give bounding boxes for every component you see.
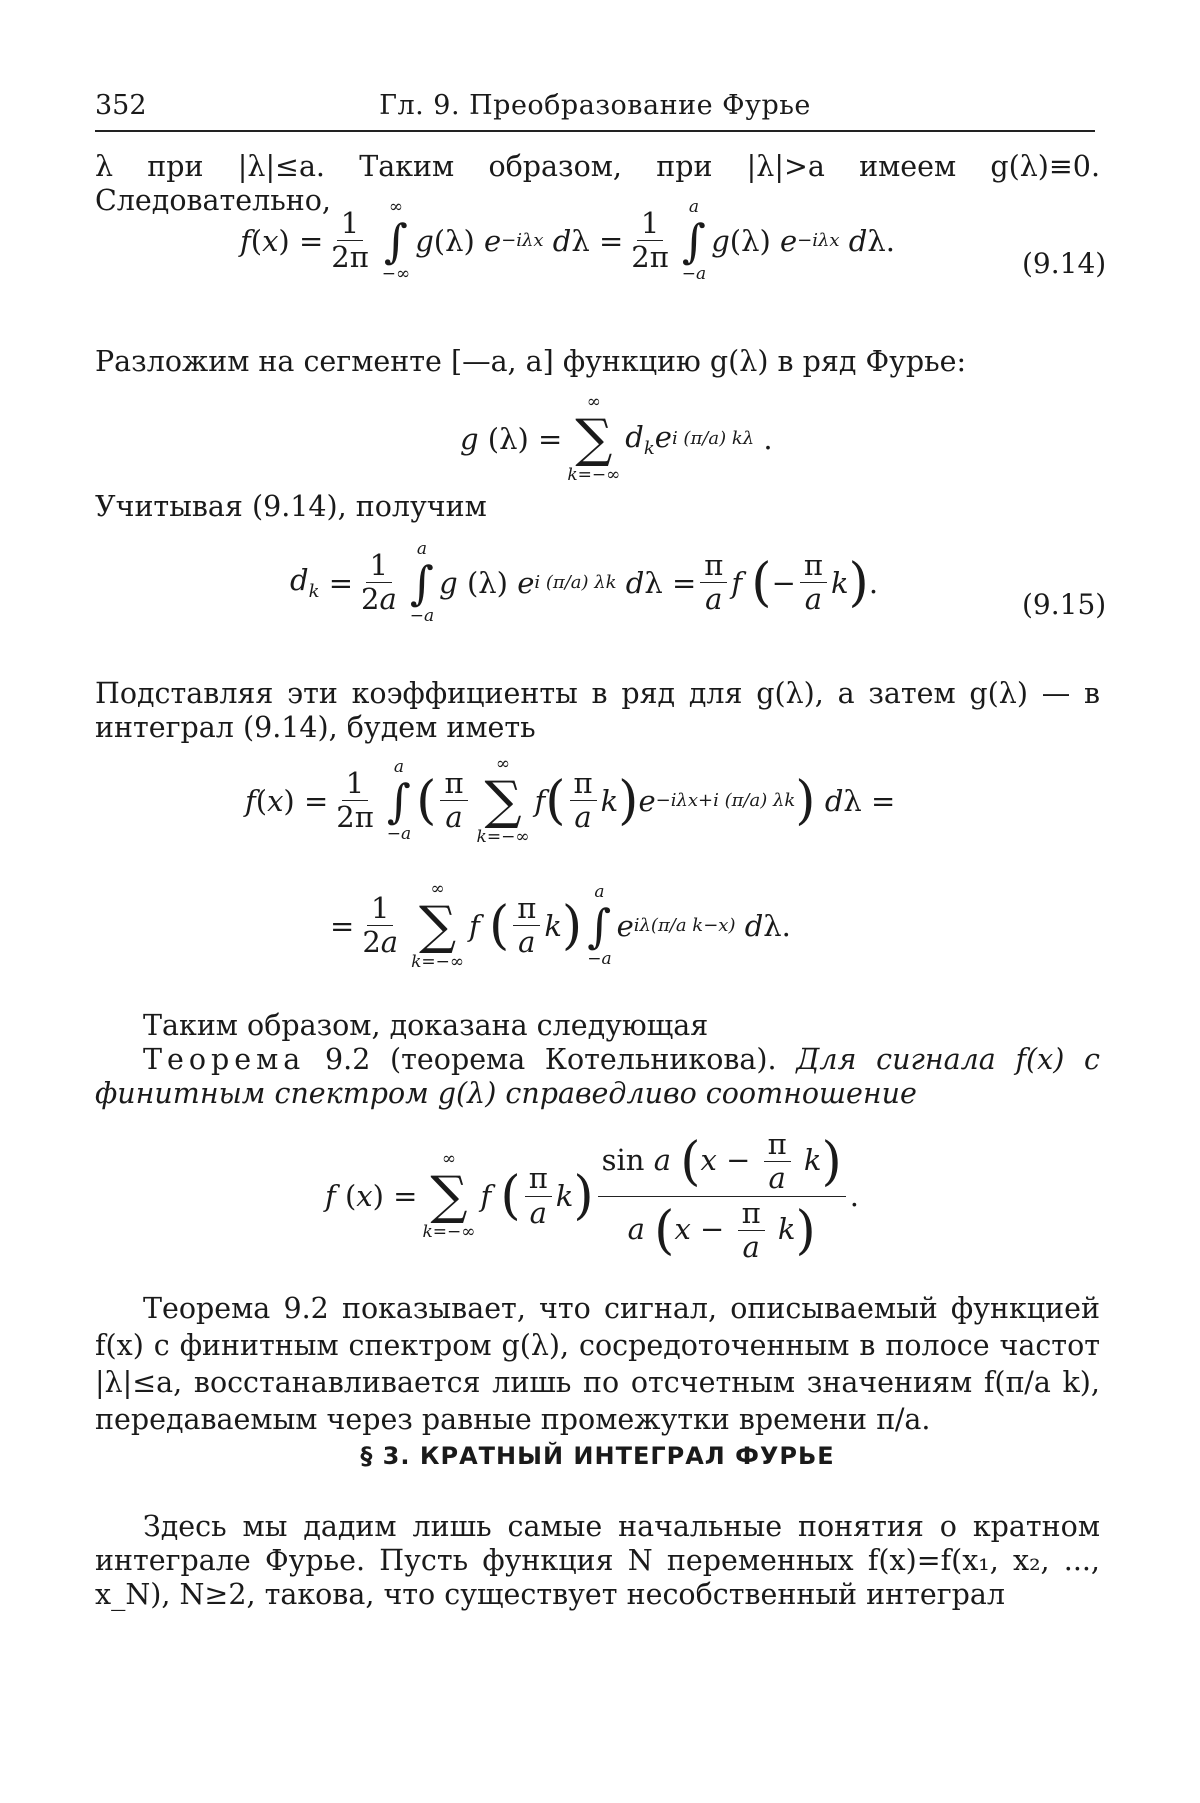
equation-label-9-15: (9.15) (1022, 588, 1107, 621)
equation-substitution-line-1: f ( x ) = $\frac{1}{2\pi}$ a ∫ −a ( $\frac{\pi}{a}$ ∞ ∑ k=−∞ f ( $\frac{\pi}{a}$ k ) e −iλx+i (π/a) λk ) d λ = (245, 754, 896, 848)
paragraph-5: Таким образом, доказана следующая (143, 1009, 709, 1042)
theorem-word: Теорема (143, 1043, 306, 1076)
equation-label-9-14: (9.14) (1022, 247, 1107, 280)
equation-fourier-series: g (λ) = ∞ ∑ k=−∞ $d_ke$ i (π/a) kλ . (460, 392, 773, 486)
theorem-statement: Для сигнала f(x) с финитным спектром g(λ) справедливо соотношение (95, 1043, 1100, 1110)
chapter-title: Гл. 9. Преобразование Фурье (379, 90, 811, 121)
equation-9-15: $d_k$ = $\frac{1}{2a}$ a ∫ −a g (λ) e i (π/a) λk d λ = $\frac{\pi}{a}$ f ( − $\frac{\pi}{a}$ k ) . (290, 539, 879, 626)
theorem-9-2 (95, 1043, 1100, 1111)
equation-9-14: f ( x ) = $\frac{1}{2\pi}$ ∞ ∫ −∞ g (λ) e −iλx d λ = $\frac{1}{2\pi}$ a ∫ −a g (λ) e −iλx d λ. (240, 197, 895, 284)
equation-kotelnikov: f ( x ) = ∞ ∑ k=−∞ f ( $\frac{\pi}{a}$ k ) sin a (x − $\frac{\pi}{a}$ k) a (x − $\frac{\pi}{a}$ k) . (325, 1127, 859, 1265)
running-header (95, 90, 1095, 132)
paragraph-2: Разложим на сегменте [—a, a] функцию g(λ) в ряд Фурье: (95, 345, 967, 378)
paragraph-6: Теорема 9.2 показывает, что сигнал, описываемый функцией f(x) с финитным спектром g(λ), сосредоточенным в полосе частот |λ|≤a, восстанавливается лишь по отсчетным значениям f(π/a k), передаваемым через равные промежутки времени π/a. (95, 1292, 1100, 1436)
paragraph-7: Здесь мы дадим лишь самые начальные понятия о кратном интеграле Фурье. Пусть функция N переменных f(x)=f(x₁, x₂, ..., x_N), N≥2, такова, что существует несобственный интеграл (95, 1510, 1100, 1611)
equation-substitution-line-2: = $\frac{1}{2a}$ ∞ ∑ k=−∞ f ( $\frac{\pi}{a}$ k ) a ∫ −a e iλ(π/a k−x) d λ. (330, 879, 791, 973)
paragraph-3: Учитывая (9.14), получим (95, 490, 487, 523)
paragraph-1: λ при |λ|≤a. Таким образом, при |λ|>a имеем g(λ)≡0. Следовательно, (95, 150, 1100, 217)
theorem-number: 9.2 (теорема Котельникова). (325, 1043, 777, 1076)
section-heading: § 3. КРАТНЫЙ ИНТЕГРАЛ ФУРЬЕ (360, 1442, 835, 1470)
page-number: 352 (95, 90, 147, 121)
paragraph-4: Подставляя эти коэффициенты в ряд для g(λ), а затем g(λ) — в интеграл (9.14), будем иметь (95, 677, 1100, 744)
